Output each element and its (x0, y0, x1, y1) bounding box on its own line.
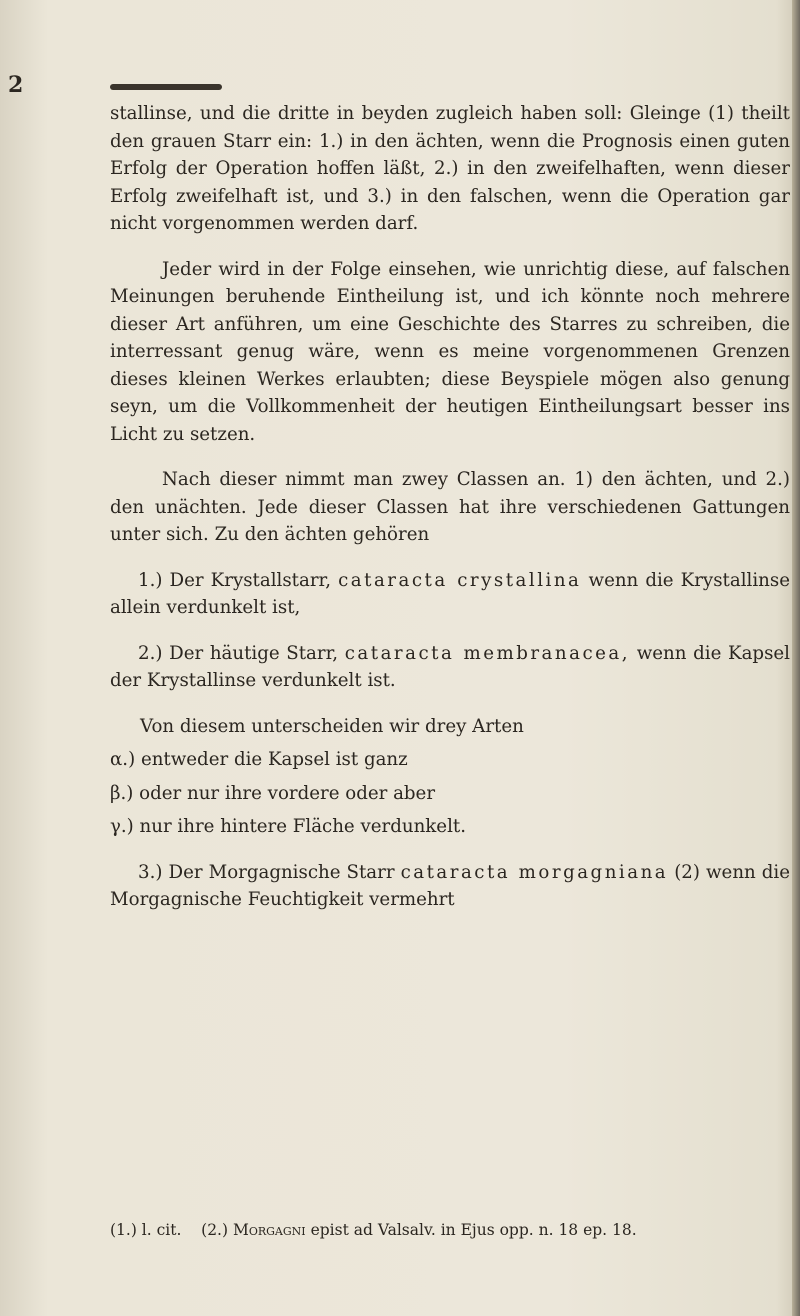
footnotes (110, 1218, 790, 1242)
item-1-prefix: 1.) Der (138, 569, 204, 591)
footnote-2-rest: epist ad Valsalv. in Ejus opp. n. 18 ep. 18. (310, 1221, 637, 1239)
footnote-2-prefix: (2.) (201, 1221, 229, 1239)
paragraph-2: Jeder wird in der Folge einsehen, wie unrichtig diese, auf falschen Meinungen beruhende Eintheilung ist, und ich könnte noch mehrere dieser Art anführen, um eine Geschichte des Starres zu schreiben, die interressant genug wäre, wenn es meine vorgenommenen Grenzen dieses kleinen Werkes erlaubten; diese Beyspiele mögen also genung seyn, um die Vollkommenheit der heutigen Eintheilungsart besser ins Licht zu setzen. (110, 258, 790, 445)
item-2-prefix: 2.) Der (138, 642, 204, 664)
body-text (110, 100, 790, 914)
header-ornament-rule (110, 84, 222, 90)
footnote-2-name: Morgagni (232, 1221, 306, 1239)
sub-item-beta: β.) oder nur ihre vordere oder aber (110, 782, 436, 804)
list-item-1 (110, 567, 790, 622)
item-2-latin: cataracta membranacea, (344, 642, 631, 664)
footnote-1: (1.) l. cit. (110, 1221, 182, 1239)
item-1-latin: cataracta crystallina (338, 569, 582, 591)
item-1-name: Krystallstarr, (210, 569, 332, 591)
item-3-rest: (2) wenn die Morgagnische Feuchtigkeit vermehrt (110, 861, 790, 910)
sub-item-alpha: α.) entweder die Kapsel ist ganz (110, 749, 408, 770)
item-1-rest: wenn die Krystallinse allein verdunkelt ist, (110, 569, 790, 618)
item-2-name: häutige Starr, (209, 642, 339, 664)
item-2-rest: wenn die Kapsel der Krystallinse verdunkelt ist. (110, 642, 790, 691)
page-edge-shadow (792, 0, 800, 1316)
list-item-2 (110, 640, 790, 695)
paragraph-4: Von diesem unterscheiden wir drey Arten (140, 715, 524, 737)
footnote-line (110, 1218, 790, 1242)
paragraph-3: Nach dieser nimmt man zwey Classen an. 1) den ächten, und 2.) den unächten. Jede dieser Classen hat ihre verschiedenen Gattungen unter sich. Zu den ächten gehören (110, 469, 790, 545)
item-3-latin: cataracta morgagniana (400, 861, 669, 883)
item-3-name: Morgagnische Starr (208, 861, 395, 883)
sub-item-gamma: γ.) nur ihre hintere Fläche verdunkelt. (110, 816, 466, 837)
item-3-prefix: 3.) Der (138, 861, 203, 883)
paragraph-1: stallinse, und die dritte in beyden zugleich haben soll: Gleinge (1) theilt den grauen Starr ein: 1.) in den ächten, wenn die Prognosis einen guten Erfolg der Operation hoffen läßt, 2.) in den zweifelhaften, wenn dieser Erfolg zweifelhaft ist, und 3.) in den falschen, wenn die Operation gar nicht vorgenommen werden darf. (110, 103, 790, 234)
list-item-3 (110, 859, 790, 914)
page-number: 2 (8, 72, 24, 98)
